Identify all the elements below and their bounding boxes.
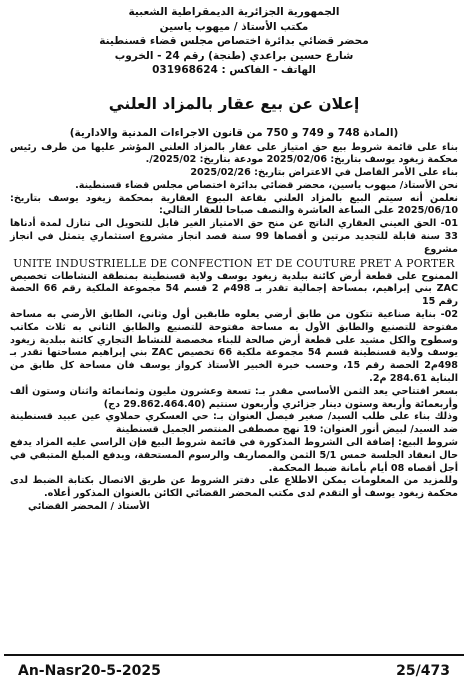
paragraph-more-info: وللمزيد من المعلومات يمكن الاطلاع على دفتر الشروط عن طريق الاتصال بكتابة الضبط لدى محكمة زيغود يوسف أو التقدم لدى مكتب المحضر القضائي الكائن بالعنوان المذكور أعلاه. (10, 475, 458, 500)
publication-footer (4, 654, 464, 686)
newspaper-date: An-Nasr20-5-2025 (18, 663, 161, 679)
paragraph-item-2: 02- بناية صناعية تتكون من طابق أرضي يعلوه طابقين أول وثاني، الطابق الأرضي به مساحة مفتوحة للتصنيع والطابق الأول به مساحة مفتوحة للتصنيع والطابق الثاني به ثلاث مكاتب وسطوح والكل مشيد على قطعة أرض صالحة للبناء مخصصة للنشاط التجاري كائنة ببلدية زيغود يوسف ولاية قسنطينة قسم 54 مجموعة ملكية 66 تخصيص ZAC بني إبراهيم مساحتها تقدر بـ 498م2 الحصة رقم 15، وحسب خبرة الخبير الأستاذ كرواز يوسف فان مساحة كل طابق من البناية 284.61 م2. (10, 309, 458, 385)
office-address: شارع حسين براعدي (طنجة) رقم 24 - الخروب (114, 49, 354, 62)
auction-notice (4, 2, 464, 684)
paragraph-opening-price: بسعر افتتاحي يعد الثمن الأساسي مقدر بـ: تسعة وعشرون مليون وثمانمائة واثنان وستون ألف وأربعمائة وأربعة وستون دينار جزائري وأربعون سنتيم (29.862.464.40 دج) (10, 385, 458, 410)
republic-line: الجمهورية الجزائرية الديمقراطية الشعبية (128, 6, 340, 18)
paragraph-bailiff: نحن الأستاذ/ ميهوب ياسين، محضر قضائي بدائرة اختصاص مجلس قضاء قسنطينة. (75, 179, 458, 191)
paragraph-sale-terms: شروط البيع: إضافة الى الشروط المذكورة في قائمة شروط البيع فإن الراسي عليه المزاد يدفع حال انعقاد الجلسة خمس 5/1 الثمن والمصاريف والرسوم المستحقة، ويدفع المبلغ المتبقي في أجل أقصاه 08 أيام بأمانة ضبط المحكمة. (10, 437, 458, 474)
paragraph-conditions-list: بناء على قائمة شروط بيع حق امتياز على عقار بالمزاد العلني المؤشر عليها من طرف رئيس محكمة زيغود يوسف بتاريخ: 2025/02/06 مودعة بتاريخ: 2025/02/. (10, 141, 458, 166)
paragraph-sale-date: نعلمن أنه سيتم البيع بالمزاد العلني بقاعة البيوع العقارية بمحكمة زيغود يوسف بتاريخ: 2025/06/10 على الساعة العاشرة والنصف صباحا للعقار التالي: (10, 192, 458, 217)
office-header (84, 2, 384, 78)
paragraph-parties: وذلك بناء على طلب السيد/ صغير فيصل العنوان بـ: حي العسكري حملاوي عين عبيد قسنطينة ضد السيد/ لبيض أنور العنوان: 19 نهج مصطفى المنتصر الجميل قسنطينة (10, 411, 458, 436)
notice-number: 25/473 (396, 663, 450, 679)
notice-subtitle: (المادة 748 و 749 و 750 من قانون الاجراءات المدنية والادارية) (69, 126, 399, 139)
office-jurisdiction: محضر قضائي بدائرة اختصاص مجلس قضاء قسنطينة (99, 35, 369, 47)
office-name: مكتب الأستاذ / ميهوب ياسين (159, 20, 309, 33)
project-name-latin: UNITE INDUSTRIELLE DE CONFECTION ET DE COUTURE PRET A PORTER (13, 256, 455, 270)
notice-title: إعلان عن بيع عقار بالمزاد العلني (108, 94, 360, 113)
signature-line: الأستاذ / المحضر القضائي (28, 501, 150, 513)
notice-body (4, 142, 464, 514)
paragraph-land-plot: الممنوح على قطعة أرض كائنة ببلدية زيغود يوسف ولاية قسنطينة بمنطقة النشاطات تخصيص ZAC بني إبراهيم، بمساحة إجمالية تقدر بـ 498م 2 قسم 54 مجموعة الملكية رقم 66 الحصة رقم 15 (10, 270, 459, 308)
office-phone: الهاتف - الفاكس : 031968624 (152, 64, 316, 76)
paragraph-objection-order: بناء على الأمر الفاصل في الاعتراض بتاريخ: 2025/02/26 (190, 167, 458, 179)
paragraph-item-1: 01- الحق العيني العقاري الناتج عن منح حق الامتياز الغير قابل للتحويل الى تنازل لمدة أدناها 33 سنة قابلة للتجديد مرتين و أقصاها 99 سنة قصد انجاز مشروع استثماري يتمثل في انجاز مشروع (10, 218, 458, 255)
